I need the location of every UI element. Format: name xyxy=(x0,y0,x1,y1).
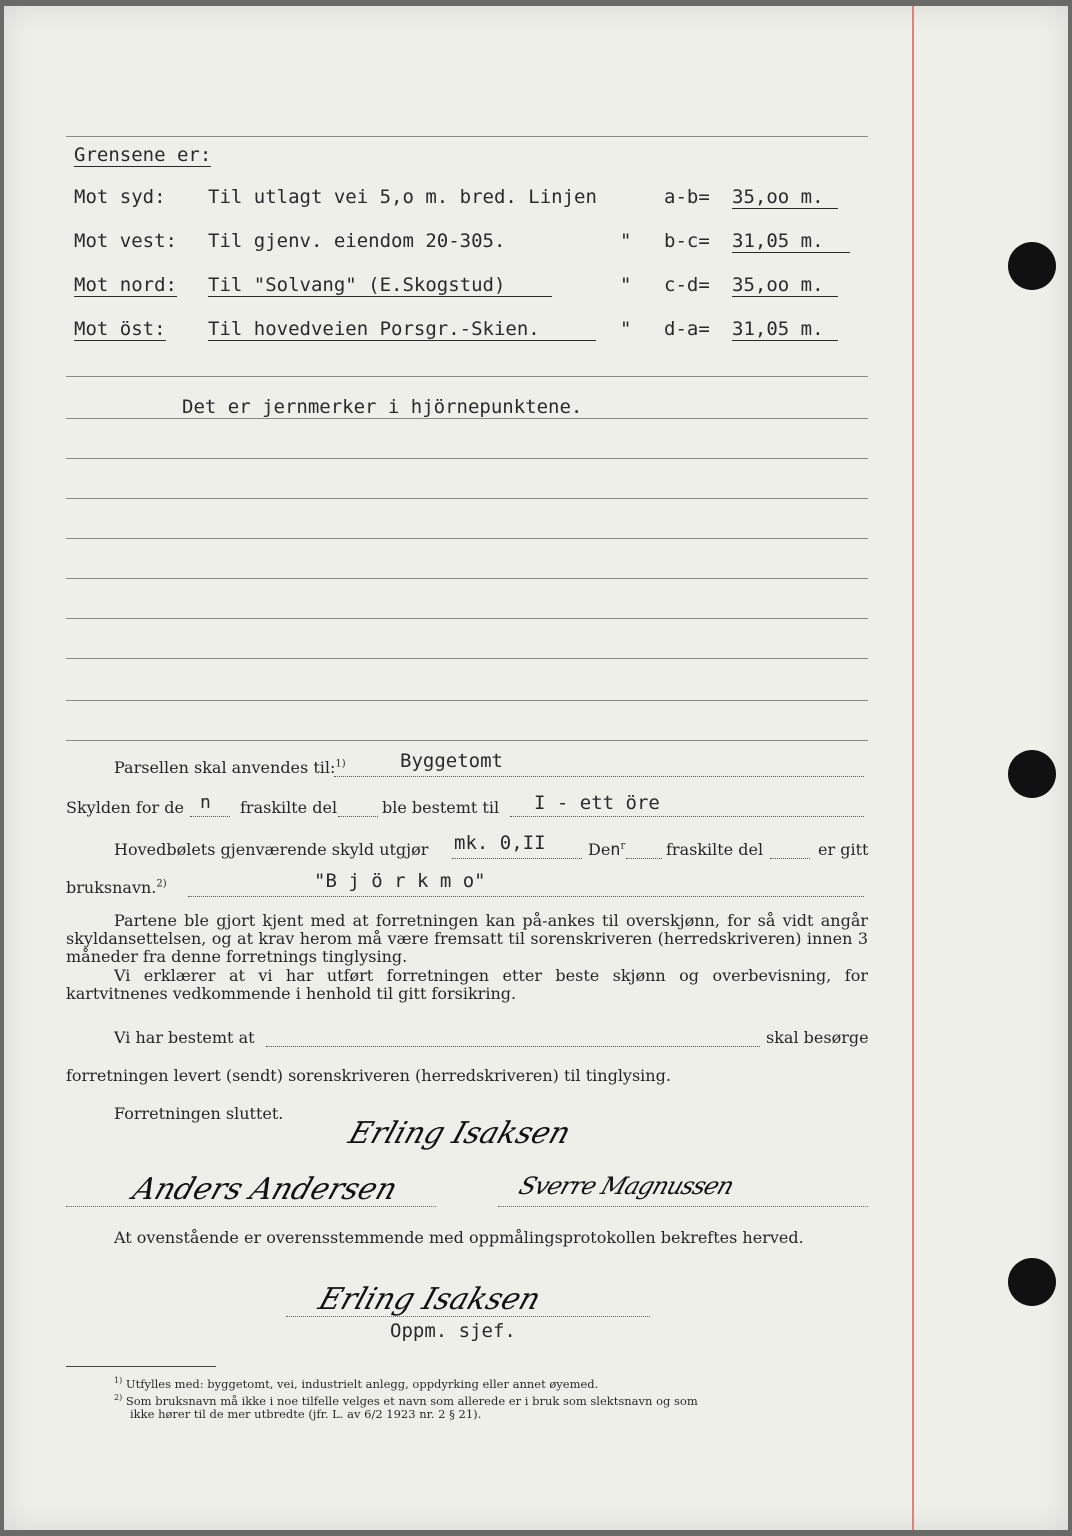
confirmation-text: At ovenstående er overensstemmende med oppmålingsprotokollen bekreftes herved. xyxy=(114,1228,804,1247)
boundary-desc-east: Til hovedveien Porsgr.-Skien. xyxy=(208,318,596,341)
tax-fill: n xyxy=(200,792,211,813)
use-field-line xyxy=(334,776,864,777)
signature-line xyxy=(66,1206,436,1207)
footnote-mark: 1) xyxy=(114,1376,123,1385)
ruled-line xyxy=(66,700,868,701)
footnote-mark: 2) xyxy=(114,1393,123,1402)
ruled-line xyxy=(66,658,868,659)
name-label: bruksnavn. xyxy=(66,878,157,897)
boundary-value-west: 31,05 m. xyxy=(732,230,850,253)
boundary-ditto-east: " xyxy=(620,318,632,340)
document-page xyxy=(4,6,1068,1530)
tax-text-c: ble bestemt til xyxy=(382,798,500,817)
ruled-line xyxy=(66,498,868,499)
signature-line xyxy=(286,1316,650,1317)
boundary-seg-north: c-d= xyxy=(664,274,710,296)
footnote-ref: 2) xyxy=(156,878,167,890)
signer-title: Oppm. sjef. xyxy=(390,1320,516,1342)
use-value: Byggetomt xyxy=(400,750,503,772)
punch-hole xyxy=(1008,242,1056,290)
iron-markers-note: Det er jernmerker i hjörnepunktene. xyxy=(182,396,583,418)
boundary-ditto-west: " xyxy=(620,230,632,252)
ruled-line xyxy=(66,418,868,419)
boundary-seg-east: d-a= xyxy=(664,318,710,340)
tax-part-line xyxy=(338,816,378,817)
main-fill-sup: r xyxy=(620,840,626,852)
ruled-line xyxy=(66,578,868,579)
declaration-paragraph: Vi erklærer at vi har utført forretningen etter beste skjønn og overbevisning, for kartvitnenes vedkommende i henhold til gitt forsikring. xyxy=(66,966,868,1003)
decision-field-line xyxy=(266,1046,760,1047)
appeal-paragraph: Partene ble gjort kjent med at forretningen kan på-ankes til overskjønn, for så vidt angår skyldansettelsen, og at krav herom må være fremsatt til sorenskriveren (herredskriveren) innen 3 måneder fra denne forretnings tinglysing. xyxy=(66,911,868,966)
boundary-ditto-north: " xyxy=(620,274,632,296)
signature-2: Anders Andersen xyxy=(128,1172,402,1207)
main-fill: n xyxy=(610,840,621,860)
closed-text: Forretningen sluttet. xyxy=(114,1104,284,1123)
main-text-c: fraskilte del xyxy=(666,840,764,859)
boundaries-heading: Grensene er: xyxy=(74,144,212,166)
tax-text-b: fraskilte del xyxy=(240,798,338,817)
margin-line xyxy=(912,6,914,1530)
boundary-seg-south: a-b= xyxy=(664,186,710,208)
boundary-desc-north: Til "Solvang" (E.Skogstud) xyxy=(208,274,552,297)
tax-fill-line xyxy=(190,816,230,817)
ruled-line xyxy=(66,740,868,741)
decision-text-a: Vi har bestemt at xyxy=(114,1028,255,1047)
signature-3: Sverre Magnussen xyxy=(515,1172,737,1200)
main-value-line xyxy=(452,858,582,859)
decision-text-b: skal besørge xyxy=(766,1028,869,1047)
tax-text-a: Skylden for de xyxy=(66,798,184,817)
footnote-ref: 1) xyxy=(335,758,346,770)
ruled-line xyxy=(66,618,868,619)
ruled-line xyxy=(66,458,868,459)
name-field-line xyxy=(188,896,864,897)
signature-line xyxy=(498,1206,868,1207)
main-text-b: De xyxy=(588,840,611,859)
boundary-label-north: Mot nord: xyxy=(74,274,177,296)
main-text-d: er gitt xyxy=(818,840,869,859)
footnote-2a: Som bruksnavn må ikke i noe tilfelle velges et navn som allerede er i bruk som slektsnavn og som xyxy=(125,1393,698,1408)
boundary-value-east: 31,05 m. xyxy=(732,318,838,341)
footnote-2b: ikke hører til de mer utbredte (jfr. L. av 6/2 1923 nr. 2 § 21). xyxy=(130,1407,482,1421)
punch-hole xyxy=(1008,1258,1056,1306)
name-value: "B j ö r k m o" xyxy=(314,870,486,892)
boundary-seg-west: b-c= xyxy=(664,230,710,252)
ruled-line xyxy=(66,136,868,137)
footnote-1: Utfylles med: byggetomt, vei, industrielt anlegg, oppdyrking eller annet øyemed. xyxy=(125,1376,599,1391)
ruled-line xyxy=(66,376,868,377)
boundary-label-west: Mot vest: xyxy=(74,230,177,252)
punch-hole xyxy=(1008,750,1056,798)
decision-text-c: forretningen levert (sendt) sorenskriveren (herredskriveren) til tinglysing. xyxy=(66,1066,671,1085)
boundary-value-north: 35,oo m. xyxy=(732,274,838,297)
main-fill-line xyxy=(626,858,662,859)
main-value: mk. 0,II xyxy=(454,832,546,854)
boundary-label-south: Mot syd: xyxy=(74,186,166,208)
main-text-a: Hovedbølets gjenværende skyld utgjør xyxy=(114,840,429,859)
boundary-desc-south: Til utlagt vei 5,o m. bred. Linjen xyxy=(208,186,597,208)
boundary-label-east: Mot öst: xyxy=(74,318,166,340)
tax-value-line xyxy=(510,816,864,817)
main-part-line xyxy=(770,858,810,859)
tax-value: I - ett öre xyxy=(534,792,660,814)
boundary-desc-west: Til gjenv. eiendom 20-305. xyxy=(208,230,506,252)
boundary-value-south: 35,oo m. xyxy=(732,186,838,209)
footnote-rule xyxy=(66,1366,216,1367)
ruled-line xyxy=(66,538,868,539)
signature-1: Erling Isaksen xyxy=(344,1116,575,1151)
signature-4: Erling Isaksen xyxy=(314,1282,545,1317)
use-label: Parsellen skal anvendes til: xyxy=(114,758,336,777)
